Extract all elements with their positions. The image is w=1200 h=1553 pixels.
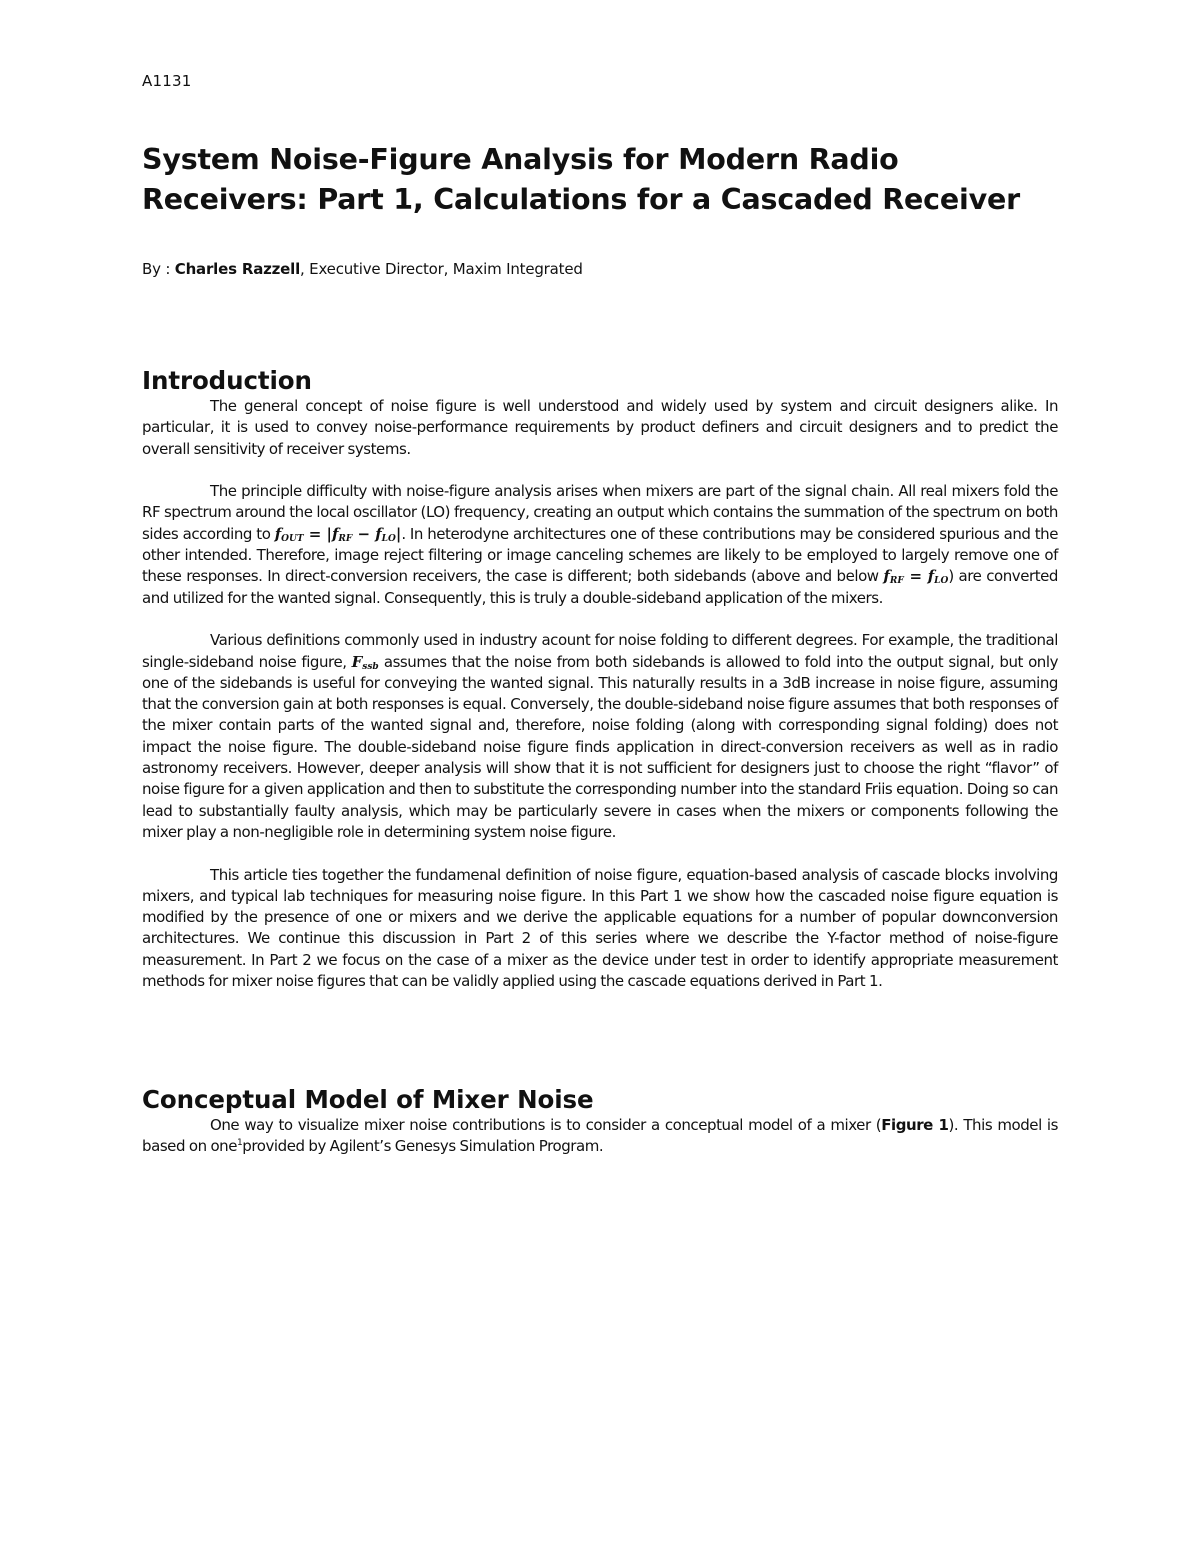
conceptual-model-heading: Conceptual Model of Mixer Noise [142,1085,594,1114]
author-role: , Executive Director, Maxim Integrated [300,260,583,278]
introduction-section [142,366,1058,992]
footnote-marker: 1 [237,1138,243,1149]
conceptual-model-section [142,1085,1058,1158]
title-line-1: System Noise-Figure Analysis for Modern Radio [142,143,899,176]
introduction-heading: Introduction [142,366,312,395]
intro-paragraph-4: This article ties together the fundamenal definition of noise figure, equation-based analysis of cascade blocks involving mixers, and typical lab techniques for measuring noise figure. In this Part 1 we show how the cascaded noise figure equation is modified by the presence of one or mixers and we derive the applicable equations for a number of popular downconversion architectures. We continue this discussion in Part 2 of this series where we describe the Y-factor method of noise-figure measurement. In Part 2 we focus on the case of a mixer as the device under test in order to identify appropriate measurement methods for mixer noise figures that can be validly applied using the cascade equations derived in Part 1. [142,865,1058,991]
byline [142,260,583,278]
figure-1-reference: Figure 1 [881,1116,949,1134]
conceptual-model-paragraph-1: One way to visualize mixer noise contributions is to consider a conceptual model of a mixer (Figure 1). This model is based on one$^1$provided by Agilent’s Genesys Simulation Program. [142,1116,1059,1156]
equation-fssb: $F_{ssb}$ [351,652,379,672]
title-line-2: Receivers: Part 1, Calculations for a Cascaded Receiver [142,183,1020,216]
equation-frf-flo: $f_{RF} = f_{LO}$ [883,567,949,587]
byline-prefix: By : [142,260,175,278]
author-name: Charles Razzell [174,260,301,278]
document-id: A1131 [142,72,192,90]
intro-paragraph-1: The general concept of noise figure is well understood and widely used by system and circuit designers alike. In particular, it is used to convey noise-performance requirements by product definers and circuit designers and to predict the overall sensitivity of receiver systems. [142,397,1058,458]
equation-fout: $f_{OUT} = |f_{RF} - f_{LO}|$ [274,524,402,544]
intro-paragraph-3: Various definitions commonly used in industry acount for noise folding to different degrees. For example, the traditional single-sideband noise figure, $F_{ssb}$ assumes that the noise from both sidebands is allowed to fold into the output signal, but only one of the sidebands is useful for conveying the wanted signal. This naturally results in a 3dB increase in noise figure, assuming that the conversion gain at both responses is equal. Conversely, the double-sideband noise figure assumes that both responses of the mixer contain parts of the wanted signal and, therefore, noise folding (along with corresponding signal folding) does not impact the noise figure. The double-sideband noise figure finds application in direct-conversion receivers as well as in radio astronomy receivers. However, deeper analysis will show that it is not sufficient for designers just to choose the right “flavor” of noise figure for a given application and then to substitute the corresponding number into the standard Friis equation. Doing so can lead to substantially faulty analysis, which may be particularly severe in cases when the mixers or components following the mixer play a non-negligible role in determining system noise figure. [142,631,1058,841]
intro-paragraph-2: The principle difficulty with noise-figure analysis arises when mixers are part of the signal chain. All real mixers fold the RF spectrum around the local oscillator (LO) frequency, creating an output which contains the summation of the spectrum on both sides according to $f_{OUT} = |f_{RF} - f_{LO}|$. In heterodyne architectures one of these contributions may be considered spurious and the other intended. Therefore, image reject filtering or image canceling schemes are likely to be employed to largely remove one of these responses. In direct-conversion receivers, the case is different; both sidebands (above and below $f_{RF} = f_{LO}$) are converted and utilized for the wanted signal. Consequently, this is truly a double-sideband application of the mixers. [142,482,1058,607]
article-title [142,140,1072,220]
